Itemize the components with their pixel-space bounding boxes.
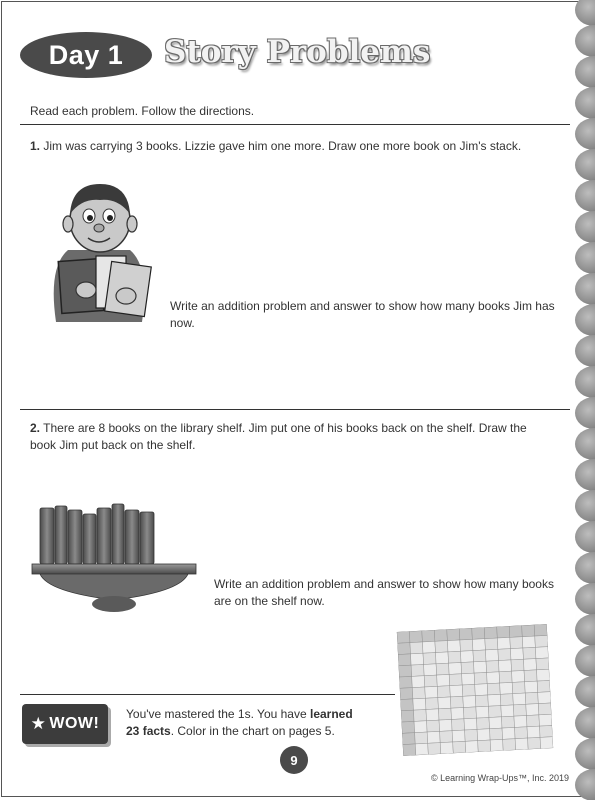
wow-message-bold-1: learned 23 <box>126 707 353 738</box>
chart-cell <box>438 708 451 720</box>
chart-cell <box>526 715 539 727</box>
boy-with-books-illustration <box>38 172 158 324</box>
chart-cell <box>412 687 425 699</box>
scallop-shape <box>575 180 595 212</box>
scallop-shape <box>575 335 595 367</box>
chart-cell <box>539 714 552 726</box>
chart-cell <box>425 698 438 710</box>
chart-cell <box>415 743 428 755</box>
chart-cell <box>490 739 503 751</box>
problem-1-prompt: Write an addition problem and answer to show how many books Jim has now. <box>170 299 555 330</box>
chart-cell <box>397 643 410 655</box>
scallop-shape <box>575 645 595 677</box>
chart-cell <box>451 708 464 720</box>
chart-cell <box>526 704 539 716</box>
scallop-shape <box>575 614 595 646</box>
instructions: Read each problem. Follow the directions. <box>30 104 255 118</box>
chart-cell <box>410 642 423 654</box>
chart-cell <box>472 627 485 639</box>
copyright: © Learning Wrap-Ups™, Inc. 2019 <box>430 773 569 783</box>
chart-cell <box>501 716 514 728</box>
chart-cell <box>399 676 412 688</box>
chart-cell <box>461 662 474 674</box>
problem-2-number: 2. <box>30 421 41 435</box>
chart-cell <box>523 647 536 659</box>
scalloped-edge <box>563 0 595 800</box>
chart-cell <box>459 628 472 640</box>
chart-cell <box>398 654 411 666</box>
chart-cell <box>535 635 548 647</box>
chart-cell <box>476 706 489 718</box>
chart-cell <box>409 631 422 643</box>
chart-cell <box>474 661 487 673</box>
chart-cell <box>422 630 435 642</box>
chart-cell <box>512 670 525 682</box>
chart-cell <box>478 740 491 752</box>
chart-cell <box>436 663 449 675</box>
chart-cell <box>472 639 485 651</box>
chart-cell <box>434 629 447 641</box>
wow-message-bold-2: facts <box>142 724 171 738</box>
scallop-shape <box>575 0 595 26</box>
scallop-shape <box>575 242 595 274</box>
wow-badge <box>22 704 108 744</box>
chart-cell <box>452 730 465 742</box>
chart-cell <box>498 660 511 672</box>
scallop-shape <box>575 490 595 522</box>
chart-cell <box>535 647 548 659</box>
chart-cell <box>413 710 426 722</box>
chart-cell <box>489 717 502 729</box>
chart-cell <box>525 681 538 693</box>
chart-cell <box>439 719 452 731</box>
scallop-shape <box>575 56 595 88</box>
scallop-shape <box>575 25 595 57</box>
chart-cell <box>463 707 476 719</box>
chart-cell <box>476 717 489 729</box>
chart-cell <box>465 741 478 753</box>
chart-cell <box>413 698 426 710</box>
chart-cell <box>437 686 450 698</box>
chart-cell <box>498 649 511 661</box>
chart-cell <box>447 640 460 652</box>
chart-cell <box>475 684 488 696</box>
chart-cell <box>497 626 510 638</box>
chart-cell <box>438 697 451 709</box>
chart-cell <box>427 720 440 732</box>
chart-cell <box>500 694 513 706</box>
chart-cell <box>415 732 428 744</box>
chart-cell <box>427 731 440 743</box>
scallop-shape <box>575 738 595 770</box>
page-number: 9 <box>280 746 308 774</box>
wow-message-part-1: You've mastered the 1s. You have <box>126 707 310 721</box>
chart-cell <box>463 696 476 708</box>
chart-cell <box>424 664 437 676</box>
chart-cell <box>538 703 551 715</box>
chart-cell <box>515 738 528 750</box>
chart-cell <box>428 743 441 755</box>
chart-cell <box>462 684 475 696</box>
problem-2-text <box>30 420 555 454</box>
scallop-shape <box>575 769 595 800</box>
chart-cell <box>403 744 416 756</box>
chart-cell <box>511 659 524 671</box>
chart-cell <box>450 696 463 708</box>
chart-cell <box>484 627 497 639</box>
chart-cell <box>452 719 465 731</box>
bookshelf-illustration <box>30 500 200 616</box>
chart-cell <box>524 670 537 682</box>
chart-cell <box>534 624 547 636</box>
chart-cell <box>450 685 463 697</box>
chart-cell <box>475 695 488 707</box>
chart-cell <box>449 663 462 675</box>
scallop-shape <box>575 428 595 460</box>
chart-cell <box>435 652 448 664</box>
scallop-shape <box>575 118 595 150</box>
chart-cell <box>474 672 487 684</box>
chart-cell <box>537 680 550 692</box>
chart-cell <box>447 629 460 641</box>
chart-cell <box>485 649 498 661</box>
scallop-shape <box>575 459 595 491</box>
chart-cell <box>497 637 510 649</box>
scallop-shape <box>575 583 595 615</box>
wow-label: WOW! <box>49 715 100 732</box>
chart-cell <box>462 673 475 685</box>
chart-cell <box>522 636 535 648</box>
chart-cell <box>401 710 414 722</box>
chart-cell <box>473 650 486 662</box>
chart-cell <box>503 739 516 751</box>
chart-cell <box>522 625 535 637</box>
page-title: Story Problems <box>164 34 431 70</box>
scallop-shape <box>575 521 595 553</box>
chart-cell <box>488 706 501 718</box>
chart-cell <box>412 676 425 688</box>
problem-2-statement: There are 8 books on the library shelf. Jim put one of his books back on the shelf. Draw the book Jim put back on the shelf. <box>30 421 527 452</box>
chart-cell <box>513 693 526 705</box>
facts-chart-thumbnail <box>397 624 553 756</box>
chart-cell <box>460 651 473 663</box>
scallop-shape <box>575 707 595 739</box>
chart-cell <box>538 692 551 704</box>
scallop-shape <box>575 397 595 429</box>
scallop-shape <box>575 304 595 336</box>
chart-cell <box>487 683 500 695</box>
chart-cell <box>402 721 415 733</box>
problem-1-number: 1. <box>30 139 41 153</box>
chart-cell <box>425 686 438 698</box>
chart-cell <box>540 737 553 749</box>
day-badge <box>20 32 152 78</box>
scallop-shape <box>575 552 595 584</box>
problem-1-statement: Jim was carrying 3 books. Lizzie gave him one more. Draw one more book on Jim's stack. <box>43 139 522 153</box>
wow-message-part-2: . Color in the chart on pages 5. <box>170 724 335 738</box>
chart-cell <box>460 639 473 651</box>
chart-cell <box>536 658 549 670</box>
chart-cell <box>399 665 412 677</box>
chart-cell <box>502 727 515 739</box>
wow-message <box>126 706 366 740</box>
chart-cell <box>397 631 410 643</box>
chart-cell <box>477 729 490 741</box>
chart-cell <box>422 641 435 653</box>
chart-cell <box>510 648 523 660</box>
chart-cell <box>424 675 437 687</box>
chart-cell <box>509 625 522 637</box>
chart-cell <box>499 671 512 683</box>
scallop-shape <box>575 149 595 181</box>
chart-cell <box>449 674 462 686</box>
chart-cell <box>411 653 424 665</box>
chart-cell <box>440 742 453 754</box>
chart-cell <box>487 672 500 684</box>
problem-2-prompt: Write an addition problem and answer to show how many books are on the shelf now. <box>214 577 554 608</box>
chart-cell <box>490 728 503 740</box>
chart-cell <box>426 709 439 721</box>
chart-cell <box>486 661 499 673</box>
chart-cell <box>488 694 501 706</box>
divider <box>20 694 395 695</box>
chart-cell <box>539 725 552 737</box>
day-label: Day 1 <box>48 39 124 70</box>
chart-cell <box>465 729 478 741</box>
chart-cell <box>537 669 550 681</box>
chart-cell <box>528 737 541 749</box>
chart-cell <box>513 704 526 716</box>
chart-cell <box>464 718 477 730</box>
chart-cell <box>500 682 513 694</box>
chart-cell <box>411 664 424 676</box>
chart-cell <box>437 674 450 686</box>
chart-cell <box>400 688 413 700</box>
chart-cell <box>515 727 528 739</box>
chart-cell <box>414 721 427 733</box>
divider <box>20 124 570 125</box>
scallop-shape <box>575 676 595 708</box>
star-icon: ★ <box>30 714 47 733</box>
chart-cell <box>525 692 538 704</box>
chart-cell <box>423 653 436 665</box>
chart-cell <box>512 682 525 694</box>
problem-1-text <box>30 138 555 155</box>
chart-cell <box>485 638 498 650</box>
divider <box>20 409 570 410</box>
chart-cell <box>453 741 466 753</box>
chart-cell <box>448 651 461 663</box>
chart-cell <box>402 733 415 745</box>
scallop-shape <box>575 273 595 305</box>
chart-cell <box>527 726 540 738</box>
scallop-shape <box>575 366 595 398</box>
chart-cell <box>523 659 536 671</box>
chart-cell <box>510 637 523 649</box>
chart-cell <box>501 705 514 717</box>
chart-cell <box>440 731 453 743</box>
chart-cell <box>400 699 413 711</box>
chart-cell <box>514 716 527 728</box>
chart-cell <box>435 641 448 653</box>
scallop-shape <box>575 87 595 119</box>
scallop-shape <box>575 211 595 243</box>
